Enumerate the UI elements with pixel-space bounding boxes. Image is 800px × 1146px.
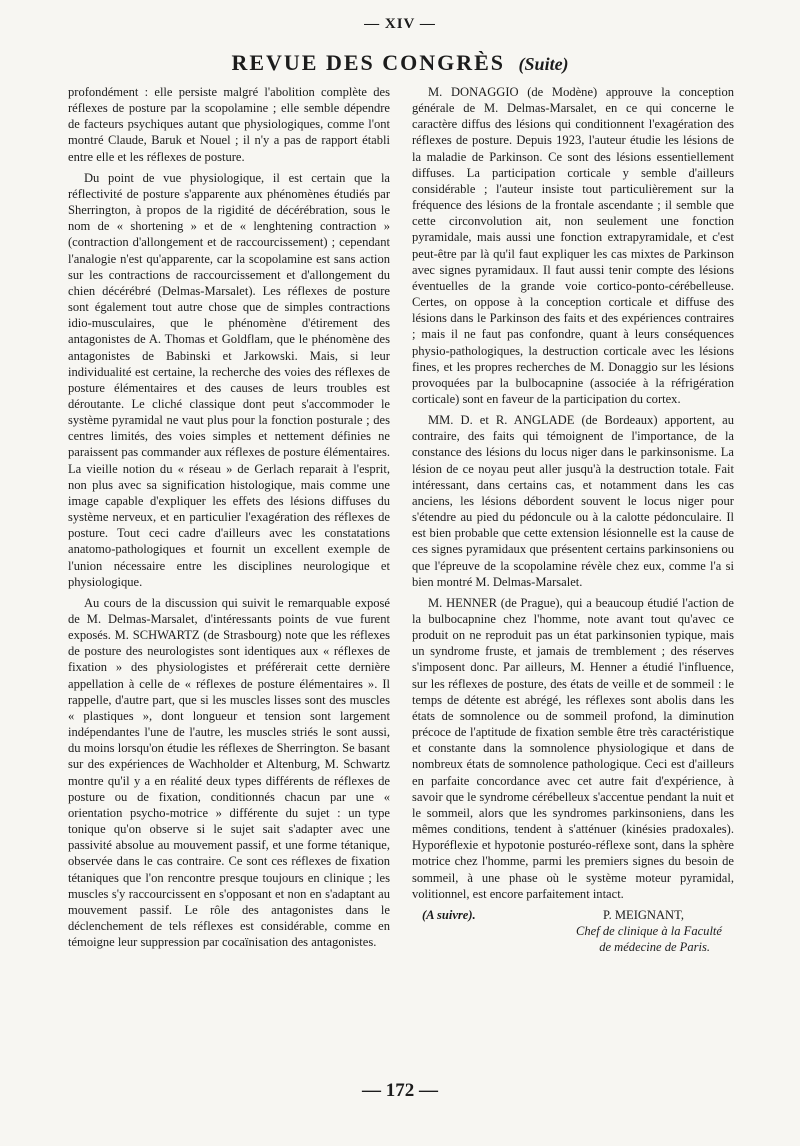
page-number: — 172 — — [362, 1080, 438, 1101]
author-role-line1: Chef de clinique à la Faculté — [576, 923, 722, 938]
paragraph: Du point de vue physiologique, il est certain que la réflectivité de posture s'apparente aux phénomènes étudiés par Sherrington, à propos de la rigidité de décérébration, sous le nom de « shortening » et de « lenghtening contraction » (contraction d'allongement et de raccourcissement) ; cependant l'analogie n'est qu'apparente, car la scopolamine est sans action sur les contractions de raccourcissement et d'allongement du chien décérébré (Delmas-Marsalet). Les réflexes de posture sont également tout autre chose que de simples contractions idio-musculaires, que le phénomène d'étirement des antagonistes de A. Thomas et Goldflam, que le phénomène des antagonistes de Babinski et Jarkowski. Mais, si leur individualité est certaine, la recherche des voies des réflexes de posture élémentaires et des causes de leurs troubles est déroutante. Le cliché classique dont peut s'accommoder le système pyramidal ne vaut plus pour la fonction posturale ; des centres limités, des voies simples et nettement définies ne paraissent pas commander aux réflexes de posture élémentaires. La vieille notion du « réseau » de Gerlach reparait à l'esprit, non plus avec sa signification histologique, mais comme une image capable d'expliquer les effets des lésions diffuses du système nerveux, et en particulier l'exagération des réflexes de posture. Tout ceci cadre d'ailleurs avec les constatations anatomo-pathologiques et fournit un excellent exemple de l'union nécessaire entre les disciplines neurologique et physiologique. — [68, 170, 390, 589]
left-column — [68, 84, 390, 955]
paragraph: M. DONAGGIO (de Modène) approuve la conception générale de M. Delmas-Marsalet, en ce qui concerne le caractère diffus des lésions qui conditionnent l'exagération des réflexes de posture. Depuis 1923, l'auteur étudie les lésions de la maladie de Parkinson. Ce sont des lésions essentiellement diffuses. La participation corticale y semble d'ailleurs considérable ; l'auteur insiste tout particulièrement sur la fréquence des lésions de la frontale ascendante ; il semble que cette circonvolution ait, non seulement une fonction pyramidale, mais aussi une fonction extrapyramidale, et c'est peut-être par là qu'il faut expliquer les cas mixtes de Parkinson avec signes pyramidaux. Il faut aussi tenir compte des lésions éventuelles de la grande voie cortico-ponto-cérébelleuse. Certes, on oppose à la conception corticale et diffuse des lésions dans le Parkinson des faits et des expériences contraires ; mais il ne faut pas confondre, quant à leurs conséquences physio-pathologiques, la destruction corticale avec les lésions fines, et les propres recherches de M. Donaggio sur les lésions provoquées par la bulbocapnine (associée à la réfrigération corticale) sont en faveur de la participation du cortex. — [412, 85, 734, 406]
to-be-continued: (A suivre). — [422, 907, 476, 922]
author-name: P. MEIGNANT, — [603, 907, 684, 922]
page-title — [0, 50, 800, 76]
title-text: REVUE DES CONGRÈS — [231, 50, 506, 75]
signature-row — [412, 907, 734, 923]
paragraph: profondément : elle persiste malgré l'abolition complète des réflexes de posture par la scopolamine ; elle semble dépendre de facteurs psychiques autant que physiologiques, comme l'ont montré Claude, Baruk et Nouel ; il n'y a pas de rapport établi entre elle et les réflexes de posture. — [68, 85, 390, 164]
paragraph: MM. D. et R. ANGLADE (de Bordeaux) apportent, au contraire, des faits qui témoignent de l'importance, de la constance des lésions du locus niger dans le parkinsonisme. La lésion de ce noyau peut aller jusqu'à la destruction totale. Fait intéressant, dans certains cas, et notamment dans les cas anciens, les lésions débordent souvent le locus niger pour s'étendre au pied du pédoncule ou à la calotte pédonculaire. Il est bien probable que cette extension lésionnelle est la cause de ces signes pyramidaux que présentent certains parkinsoniens ou que l'épreuve de la scopolamine révèle chez eux, comme l'a si bien montré M. Delmas-Marsalet. — [412, 413, 734, 589]
paragraph: Au cours de la discussion qui suivit le remarquable exposé de M. Delmas-Marsalet, d'intéressants points de vue furent exposés. M. SCHWARTZ (de Strasbourg) note que les réflexes de posture des neurologistes sont identiques aux « réflexes de fixation » des physiologistes et préférerait cette dernière appellation à celle de « réflexes de posture élémentaires ». Il rappelle, d'autre part, que si les muscles lisses sont des muscles « plastiques », dont longueur et tension sont largement indépendantes l'une de l'autre, les muscles striés le sont aussi, du moins lorsqu'on étudie les réflexes de Sherrington. Se basant sur des expériences de Wachholder et Altenburg, M. Schwartz montre qu'il y a en réalité deux types différents de réflexes de posture ou de fixation, conditionnés chacun par une « orientation psycho-motrice » différente du sujet : un type tonique qu'on observe si le sujet sait s'adapter avec une passivité absolue au mouvement passif, et une forme tétanique, observée dans le cas contraire. Ce sont ces réflexes de fixation tétaniques que l'on rencontre presque toujours en clinique ; les muscles s'y raccourcissent en s'opposant et non en s'adaptant au mouvement passif. Le rôle des antagonistes dans le déclenchement de tels réflexes est considérable, comme en témoigne leur suppression par cocaïnisation des antagonistes. — [68, 595, 390, 950]
roman-page-number: — XIV — — [364, 16, 436, 32]
right-column — [412, 84, 734, 955]
author-role-line2: de médecine de Paris. — [599, 940, 710, 955]
paragraph: M. HENNER (de Prague), qui a beaucoup étudié l'action de la bulbocapnine chez l'homme, note avant tout qu'avec ce produit on ne reproduit pas un état parkinsonien typique, mais un syndrome fruste, et jamais de tremblement ; des réserves s'imposent donc. Par ailleurs, M. Henner a étudié l'influence, sur les réflexes de posture, des états de veille et de sommeil : le temps de détente est abrégé, les réflexes sont abolis dans les états de somnolence ou de sommeil profond, la diminution précoce de l'aptitude de fixation semble être très caractéristique et constante dans la somnolence physiologique et dans de nombreux états de somnolence pathologique. Ceci est d'ailleurs en parfaite concordance avec cet autre fait d'expérience, à savoir que le syndrome cérébelleux s'accentue pendant la nuit et le sommeil, alors que les syndromes parkinsoniens, dans les mêmes conditions, tendent à s'atténuer (kinésies pradoxales). Hyporéflexie et hypotonie posturéo-réflexe sont, dans la sphère motrice chez l'homme, parmi les premiers signes du besoin de sommeil, à une phase où le système moteur pyramidal, volitionnel, est encore parfaitement intact. — [412, 595, 734, 901]
title-suffix: (Suite) — [518, 54, 569, 74]
